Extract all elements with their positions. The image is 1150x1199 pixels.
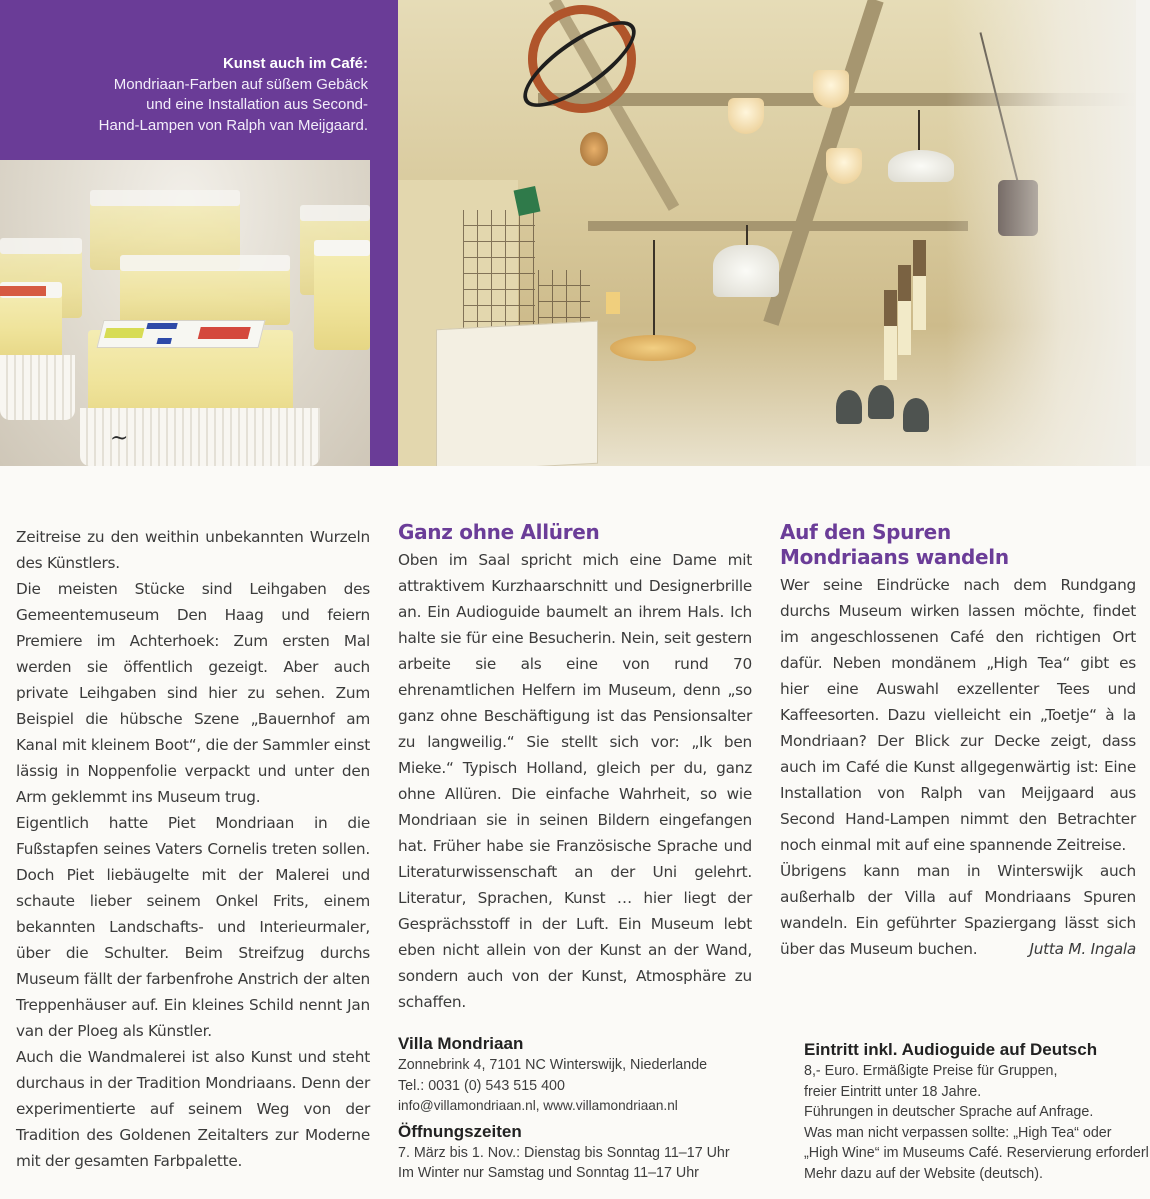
wire bbox=[918, 110, 920, 150]
article-column-3 bbox=[780, 520, 1136, 962]
white-shade bbox=[888, 150, 954, 182]
opening-hours-title: Öffnungszeiten bbox=[398, 1121, 522, 1141]
tube-lamp bbox=[884, 290, 897, 380]
heading-line: Mondriaans wandeln bbox=[780, 545, 1009, 569]
cake-blurred bbox=[120, 265, 290, 325]
contact-line bbox=[398, 1096, 768, 1117]
heading-line: Auf den Spuren bbox=[780, 520, 951, 544]
caption-title: Kunst auch im Café: bbox=[222, 55, 368, 72]
admission-info-box bbox=[804, 1039, 1150, 1184]
photo-caption bbox=[28, 54, 368, 136]
mondrian-tile bbox=[97, 320, 266, 348]
paper-cup bbox=[0, 355, 75, 420]
glass-shade bbox=[826, 148, 862, 184]
website-link[interactable]: www.villamondriaan.nl bbox=[543, 1098, 678, 1113]
email-link[interactable]: info@villamondriaan.nl bbox=[398, 1098, 536, 1113]
admission-line: Mehr dazu auf der Website (deutsch). bbox=[804, 1165, 1043, 1182]
bell-lamp bbox=[903, 398, 929, 432]
cake-left bbox=[0, 292, 62, 362]
tube-lamp bbox=[898, 265, 911, 355]
ceiling-beam bbox=[588, 221, 968, 231]
bowl-lamp bbox=[610, 335, 696, 361]
cafe-ceiling-photo bbox=[398, 0, 1136, 466]
admission-line: 8,- Euro. Ermäßigte Preise für Gruppen, bbox=[804, 1063, 1058, 1079]
article-column-1 bbox=[16, 524, 370, 1174]
glass-shade bbox=[728, 98, 764, 134]
bell-lamp bbox=[836, 390, 862, 424]
section-heading bbox=[780, 520, 1136, 570]
amber-lamp bbox=[580, 132, 608, 166]
mondrian-pattern bbox=[0, 286, 46, 296]
section-heading: Ganz ohne Allüren bbox=[398, 520, 600, 544]
admission-title: Eintritt inkl. Audioguide auf Deutsch bbox=[804, 1040, 1098, 1059]
museum-info-box bbox=[398, 1033, 768, 1184]
tube-lamp bbox=[913, 240, 926, 330]
paragraph: Eigentlich hatte Piet Mondriaan in die Fußstapfen seines Vaters Cornelis treten sollen. Doch Piet liebäugelte mit der Malerei und schaute lieber seinem Onkel Frits, einem bekannten Landschafts- und Interieurmaler, über die Schulter. Beim Streifzug durchs Museum fällt der farbenfrohe Anstrich der alten Treppenhäuser auf. Ein kleines Schild nennt Jan van der Ploeg als Künstler. bbox=[16, 814, 370, 1040]
window-grid bbox=[463, 210, 535, 338]
paragraph: Die meisten Stücke sind Leihgaben des Gemeentemuseum Den Haag und feiern Premiere im Achterhoek: Zum ersten Mal werden sie öffentlich gezeigt. Aber auch private Leihgaben sind hier zu sehen. Zum Beispiel die hübsche Szene „Bauernhof am Kanal mit kleinem Boot“, die der Sammler einst lässig in Noppenfolie verpackt und unter den Arm geklemmt ins Museum trug. bbox=[16, 580, 370, 806]
small-shade bbox=[606, 292, 620, 314]
cake-photo bbox=[0, 160, 370, 466]
admission-line: freier Eintritt unter 18 Jahre. bbox=[804, 1083, 982, 1100]
paragraph: Auch die Wandmalerei ist also Kunst und steht durchaus in der Tradition Mondriaans. Denn der experimentierte auf seinem Weg von der Tradition des Goldenen Zeitalters zur Moderne mit der gesamten Farbpalette. bbox=[16, 1048, 370, 1170]
admission-line: „High Wine“ im Museums Café. Reservierung erforderl bbox=[804, 1145, 1149, 1161]
bell-lamp bbox=[868, 385, 894, 419]
phone-number: Tel.: 0031 (0) 543 515 400 bbox=[398, 1077, 565, 1094]
opening-hours-line: 7. März bis 1. Nov.: Dienstag bis Sonntag 11–17 Uhr bbox=[398, 1144, 730, 1161]
ceiling-beam bbox=[763, 0, 883, 326]
admission-line: Was man nicht verpassen sollte: „High Tea“ oder bbox=[804, 1124, 1112, 1141]
paragraph: Zeitreise zu den weithin unbekannten Wurzeln des Künstlers. bbox=[16, 528, 370, 572]
cup-lettering: ~ bbox=[110, 426, 129, 451]
wire bbox=[653, 240, 655, 350]
glass-shade bbox=[813, 70, 849, 108]
caption-line: Mondriaan-Farben auf süßem Gebäck bbox=[113, 75, 368, 93]
white-door bbox=[436, 321, 598, 466]
cake-side bbox=[314, 250, 370, 350]
museum-name: Villa Mondriaan bbox=[398, 1034, 524, 1053]
white-shade bbox=[713, 245, 779, 297]
paragraph: Wer seine Eindrücke nach dem Rundgang durchs Museum wirken lassen möchte, findet im angeschlossenen Café den richtigen Ort dafür. Neben mondänem „High Tea“ gibt es hier eine Auswahl exzellenter Tees und Kaffeesorten. Dazu vielleicht ein „Toetje“ à la Mondriaan? Der Blick zur Decke zeigt, dass auch im Café die Kunst allgegenwärtig ist: Eine Installation von Ralph van Meijgaard aus Second Hand-Lampen nimmt den Betrachter noch einmal mit auf eine spannende Zeitreise. bbox=[780, 576, 1136, 854]
page-margin bbox=[1136, 0, 1150, 466]
paragraph bbox=[780, 858, 1136, 962]
exit-sign bbox=[514, 186, 541, 216]
opening-hours-line: Im Winter nur Samstag und Sonntag 11–17 Uhr bbox=[398, 1165, 699, 1181]
author-byline: Jutta M. Ingala bbox=[1029, 940, 1136, 958]
paragraph-text: Übrigens kann man in Winterswijk auch außerhalb der Villa auf Mondriaans Spuren wandeln. Ein geführter Spaziergang lässt sich über das Museum buchen. bbox=[780, 862, 1136, 958]
paragraph: Oben im Saal spricht mich eine Dame mit attraktivem Kurzhaarschnitt und Designerbrille an. Ein Audioguide baumelt an ihrem Hals. Ich halte sie für eine Besucherin. Nein, seit gestern arbeite sie als eine von rund 70 ehrenamtlichen Helfern im Museum, denn „so ganz ohne Beschäftigung ist das Pensionsalter zu langweilig.“ Sie stellt sich vor: „Ik ben Mieke.“ Typisch Holland, gleich per du, ganz ohne Allüren. Die einfache Wahrheit, so wie Mondriaan sie in seinen Bildern eingefangen hat. Früher habe sie Französische Sprache und Literaturwissenschaft an der Uni gelehrt. Literatur, Sprachen, Kunst … hier liegt der Gesprächsstoff in der Luft. Ein Museum lebt eben nicht allein von der Kunst an der Wand, sondern auch von der Kunst, Atmosphäre zu schaffen. bbox=[398, 551, 752, 1011]
address: Zonnebrink 4, 7101 NC Winterswijk, Niederlande bbox=[398, 1057, 708, 1073]
admission-line: Führungen in deutscher Sprache auf Anfrage. bbox=[804, 1104, 1094, 1120]
caption-line: und eine Installation aus Second- bbox=[146, 96, 368, 113]
separator: , bbox=[535, 1098, 544, 1113]
article-column-2 bbox=[398, 520, 752, 1015]
caption-line: Hand-Lampen von Ralph van Meijgaard. bbox=[98, 116, 368, 134]
